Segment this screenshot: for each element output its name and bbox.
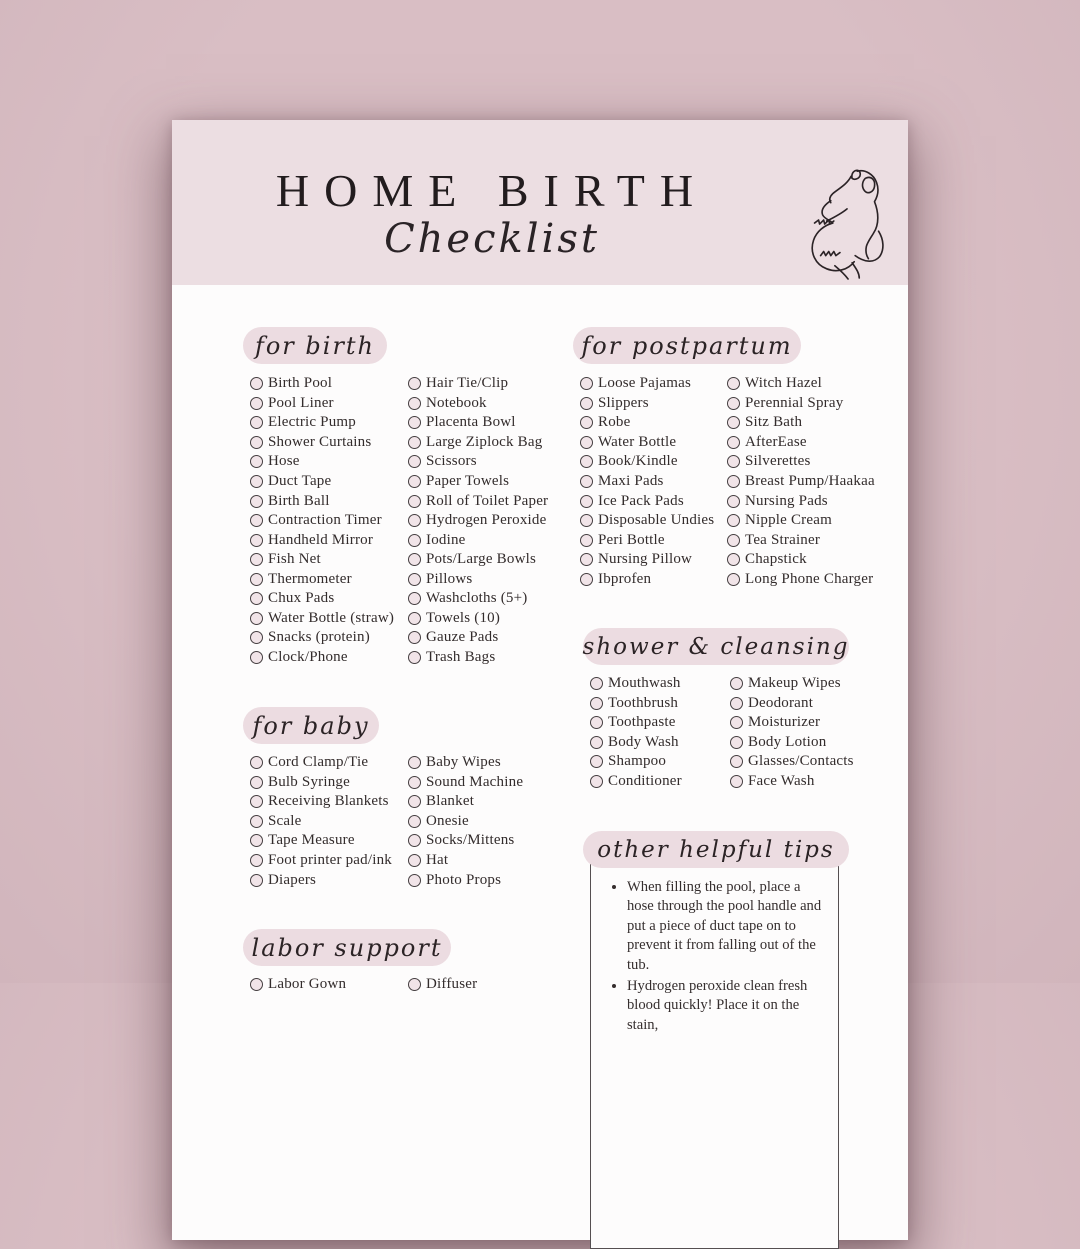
checklist-item-label: Hydrogen Peroxide bbox=[426, 512, 547, 529]
checkbox-circle-icon[interactable] bbox=[408, 377, 421, 390]
checklist-item-label: Silverettes bbox=[745, 453, 811, 470]
checkbox-circle-icon[interactable] bbox=[250, 834, 263, 847]
checklist-item bbox=[408, 433, 548, 453]
checklist-item bbox=[250, 773, 392, 793]
checklist-item-label: Large Ziplock Bag bbox=[426, 433, 543, 450]
checklist-item-label: Paper Towels bbox=[426, 473, 510, 489]
checklist-item-label: Hair Tie/Clip bbox=[426, 375, 509, 392]
checkbox-circle-icon[interactable] bbox=[590, 736, 603, 749]
checklist-item bbox=[408, 452, 548, 472]
checklist-item bbox=[408, 413, 548, 433]
checklist-column bbox=[250, 374, 394, 667]
checkbox-circle-icon[interactable] bbox=[408, 651, 421, 664]
checklist-item-label: Thermometer bbox=[268, 570, 352, 587]
checklist-item-label: Book/Kindle bbox=[598, 453, 678, 470]
checkbox-circle-icon[interactable] bbox=[727, 436, 740, 449]
checkbox-circle-icon[interactable] bbox=[250, 397, 263, 410]
checklist-item-label: Duct Tape bbox=[268, 473, 332, 489]
checklist-item bbox=[408, 394, 548, 414]
checkbox-circle-icon[interactable] bbox=[408, 573, 421, 586]
checklist-item bbox=[250, 589, 394, 609]
checklist-item bbox=[408, 628, 548, 648]
page-subtitle: Checklist bbox=[384, 216, 600, 262]
checklist-item bbox=[408, 374, 548, 394]
checklist-item-label: Birth Ball bbox=[268, 492, 330, 509]
checklist-item bbox=[730, 733, 854, 753]
tips-list bbox=[603, 878, 830, 1035]
section-label-labor-support: labor support bbox=[243, 929, 451, 966]
checkbox-circle-icon[interactable] bbox=[727, 573, 740, 586]
checklist-item-label: Roll of Toilet Paper bbox=[426, 492, 549, 509]
checklist-item bbox=[580, 530, 714, 550]
checklist-item bbox=[730, 694, 854, 714]
checklist-item-label: Robe bbox=[598, 414, 631, 431]
checkbox-circle-icon[interactable] bbox=[408, 495, 421, 508]
checkbox-circle-icon[interactable] bbox=[250, 815, 263, 828]
checklist-item bbox=[590, 694, 682, 714]
checklist-item bbox=[727, 433, 875, 453]
checkbox-circle-icon[interactable] bbox=[250, 978, 263, 991]
checklist-item bbox=[408, 472, 548, 492]
checklist-item-label: Makeup Wipes bbox=[748, 675, 841, 692]
section-label-for-birth: for birth bbox=[243, 327, 387, 364]
checklist-item bbox=[408, 851, 523, 871]
checklist-item-label: Gauze Pads bbox=[426, 629, 499, 646]
checkbox-circle-icon[interactable] bbox=[250, 377, 263, 390]
checklist-item bbox=[408, 569, 548, 589]
checklist-item-label: Perennial Spray bbox=[745, 394, 844, 411]
checklist-item-label: Slippers bbox=[598, 394, 649, 411]
checklist-item-label: Pots/Large Bowls bbox=[426, 551, 537, 568]
checklist-item bbox=[250, 831, 392, 851]
checkbox-circle-icon[interactable] bbox=[250, 612, 263, 625]
checklist-item-label: Ibprofen bbox=[598, 570, 652, 587]
checklist-item-label: Nursing Pads bbox=[745, 492, 828, 509]
checklist-item bbox=[250, 413, 394, 433]
checkbox-circle-icon[interactable] bbox=[727, 475, 740, 488]
checklist-item-label: Diapers bbox=[268, 871, 317, 888]
checklist-item bbox=[727, 472, 875, 492]
checklist-item-label: Shower Curtains bbox=[268, 433, 372, 450]
checkbox-circle-icon[interactable] bbox=[730, 775, 743, 788]
checkbox-circle-icon[interactable] bbox=[590, 755, 603, 768]
checkbox-circle-icon[interactable] bbox=[408, 795, 421, 808]
checklist-item-label: Witch Hazel bbox=[745, 375, 822, 392]
checklist-item-label: Contraction Timer bbox=[268, 512, 382, 529]
checklist-column bbox=[250, 975, 346, 995]
checkbox-circle-icon[interactable] bbox=[250, 534, 263, 547]
checkbox-circle-icon[interactable] bbox=[590, 775, 603, 788]
checklist-item-label: Shampoo bbox=[608, 753, 667, 770]
checklist-item bbox=[250, 433, 394, 453]
checklist-item bbox=[727, 530, 875, 550]
checkbox-circle-icon[interactable] bbox=[408, 612, 421, 625]
checkbox-circle-icon[interactable] bbox=[727, 416, 740, 429]
checklist-item-label: Body Wash bbox=[608, 733, 679, 750]
checklist-item bbox=[408, 975, 477, 995]
checkbox-circle-icon[interactable] bbox=[408, 631, 421, 644]
checklist-item-label: Hose bbox=[268, 453, 300, 470]
checklist-column bbox=[408, 374, 548, 667]
checklist-item bbox=[250, 628, 394, 648]
checklist-item bbox=[408, 511, 548, 531]
checkbox-circle-icon[interactable] bbox=[580, 455, 593, 468]
checklist-item-label: Chux Pads bbox=[268, 590, 335, 607]
checklist-item-label: Ice Pack Pads bbox=[598, 492, 684, 509]
checklist-item bbox=[250, 374, 394, 394]
checklist-item bbox=[580, 491, 714, 511]
checkbox-circle-icon[interactable] bbox=[590, 716, 603, 729]
checklist-item-label: Tape Measure bbox=[268, 832, 355, 849]
checkbox-circle-icon[interactable] bbox=[250, 795, 263, 808]
checklist-item bbox=[408, 589, 548, 609]
checklist-item-label: Labor Gown bbox=[268, 976, 347, 993]
checklist-item bbox=[727, 511, 875, 531]
checkbox-circle-icon[interactable] bbox=[250, 854, 263, 867]
checklist-item-label: Deodorant bbox=[748, 694, 814, 711]
checklist-column bbox=[727, 374, 875, 589]
checkbox-circle-icon[interactable] bbox=[408, 874, 421, 887]
section-label-for-baby: for baby bbox=[243, 707, 379, 744]
checklist-item bbox=[580, 374, 714, 394]
checkbox-circle-icon[interactable] bbox=[580, 397, 593, 410]
checklist-item-label: Foot printer pad/ink bbox=[268, 852, 392, 868]
checkbox-circle-icon[interactable] bbox=[590, 677, 603, 690]
checklist-item-label: Sitz Bath bbox=[745, 414, 803, 431]
checklist-item-label: Bulb Syringe bbox=[268, 773, 350, 790]
checklist-item bbox=[250, 975, 346, 995]
checklist-item bbox=[250, 753, 392, 773]
checklist-item bbox=[727, 491, 875, 511]
checklist-item-label: Notebook bbox=[426, 394, 487, 411]
page-title: HOME BIRTH bbox=[275, 165, 709, 216]
checkbox-circle-icon[interactable] bbox=[250, 573, 263, 586]
checklist-column bbox=[590, 674, 682, 791]
checkbox-circle-icon[interactable] bbox=[727, 455, 740, 468]
checklist-item bbox=[250, 792, 392, 812]
pregnant-woman-line-art-icon bbox=[788, 158, 900, 280]
checklist-item bbox=[250, 394, 394, 414]
checklist-column bbox=[580, 374, 714, 589]
checkbox-circle-icon[interactable] bbox=[727, 553, 740, 566]
checklist-item bbox=[250, 569, 394, 589]
checklist-item bbox=[590, 674, 682, 694]
checklist-item bbox=[250, 491, 394, 511]
checklist-item-label: Water Bottle (straw) bbox=[268, 609, 395, 626]
section-label-other-helpful-tips: other helpful tips bbox=[583, 831, 849, 868]
checklist-item bbox=[730, 772, 854, 792]
checklist-item-label: Electric Pump bbox=[268, 414, 356, 431]
checklist-item-label: Conditioner bbox=[608, 773, 682, 789]
checkbox-circle-icon[interactable] bbox=[580, 436, 593, 449]
checkbox-circle-icon[interactable] bbox=[727, 397, 740, 410]
checkbox-circle-icon[interactable] bbox=[580, 553, 593, 566]
tip-item: • Hydrogen peroxide clean fresh blood quickly! Place it on the stain, bbox=[627, 977, 829, 1035]
checklist-item-label: Washcloths (5+) bbox=[426, 590, 528, 607]
checkbox-circle-icon[interactable] bbox=[580, 514, 593, 527]
checklist-item bbox=[590, 772, 682, 792]
checklist-item-label: Pillows bbox=[426, 570, 473, 587]
checklist-item bbox=[408, 609, 548, 629]
checklist-item bbox=[250, 472, 394, 492]
section-label-shower-cleansing: shower & cleansing bbox=[583, 628, 849, 665]
checkbox-circle-icon[interactable] bbox=[408, 416, 421, 429]
checkbox-circle-icon[interactable] bbox=[250, 514, 263, 527]
checklist-item-label: Glasses/Contacts bbox=[748, 753, 854, 770]
checklist-item bbox=[580, 433, 714, 453]
checkbox-circle-icon[interactable] bbox=[250, 651, 263, 664]
checklist-item bbox=[408, 773, 523, 793]
checkbox-circle-icon[interactable] bbox=[730, 677, 743, 690]
checklist-item-label: Scissors bbox=[426, 453, 477, 470]
checkbox-circle-icon[interactable] bbox=[580, 475, 593, 488]
checkbox-circle-icon[interactable] bbox=[408, 834, 421, 847]
checklist-item-label: Fish Net bbox=[268, 551, 321, 568]
checkbox-circle-icon[interactable] bbox=[250, 776, 263, 789]
checklist-item bbox=[250, 609, 394, 629]
checklist-item bbox=[580, 550, 714, 570]
checklist-item bbox=[580, 511, 714, 531]
checklist-item bbox=[730, 752, 854, 772]
checklist-item-label: Blanket bbox=[426, 793, 475, 810]
checklist-item bbox=[590, 752, 682, 772]
checklist-item-label: Hat bbox=[426, 852, 449, 868]
checklist-item bbox=[590, 713, 682, 733]
checklist-item bbox=[727, 374, 875, 394]
checklist-item bbox=[408, 753, 523, 773]
checklist-item bbox=[727, 394, 875, 414]
checklist-item-label: Trash Bags bbox=[426, 648, 496, 665]
checkbox-circle-icon[interactable] bbox=[250, 436, 263, 449]
checklist-item bbox=[727, 569, 875, 589]
checklist-item bbox=[250, 851, 392, 871]
checkbox-circle-icon[interactable] bbox=[730, 736, 743, 749]
checklist-item-label: Receiving Blankets bbox=[268, 793, 389, 810]
checklist-item-label: Maxi Pads bbox=[598, 473, 664, 489]
checklist-item bbox=[250, 812, 392, 832]
checklist-item-label: Nursing Pillow bbox=[598, 551, 693, 568]
checkbox-circle-icon[interactable] bbox=[727, 534, 740, 547]
checkbox-circle-icon[interactable] bbox=[250, 495, 263, 508]
checkbox-circle-icon[interactable] bbox=[250, 592, 263, 605]
checklist-item-label: Tea Strainer bbox=[745, 531, 821, 548]
checklist-item-label: Breast Pump/Haakaa bbox=[745, 473, 875, 489]
checkbox-circle-icon[interactable] bbox=[730, 716, 743, 729]
checkbox-circle-icon[interactable] bbox=[250, 416, 263, 429]
checkbox-circle-icon[interactable] bbox=[250, 475, 263, 488]
checklist-item bbox=[727, 413, 875, 433]
checklist-item-label: Chapstick bbox=[745, 551, 807, 568]
checklist-item bbox=[580, 569, 714, 589]
checkbox-circle-icon[interactable] bbox=[250, 874, 263, 887]
checkbox-circle-icon[interactable] bbox=[590, 697, 603, 710]
checkbox-circle-icon[interactable] bbox=[408, 815, 421, 828]
checkbox-circle-icon[interactable] bbox=[408, 514, 421, 527]
checklist-item bbox=[580, 452, 714, 472]
checklist-item bbox=[730, 674, 854, 694]
checkbox-circle-icon[interactable] bbox=[580, 534, 593, 547]
checkbox-circle-icon[interactable] bbox=[408, 756, 421, 769]
checklist-item-label: Moisturizer bbox=[748, 714, 821, 731]
checklist-column bbox=[408, 753, 523, 890]
checklist-item bbox=[250, 648, 394, 668]
checklist-item-label: Mouthwash bbox=[608, 675, 681, 692]
checklist-item bbox=[590, 733, 682, 753]
checklist-item-label: Diffuser bbox=[426, 976, 478, 993]
checklist-item-label: Placenta Bowl bbox=[426, 414, 516, 431]
checklist-item-label: Towels (10) bbox=[426, 609, 501, 626]
header-band bbox=[172, 120, 908, 285]
checklist-item-label: Socks/Mittens bbox=[426, 832, 515, 849]
checkbox-circle-icon[interactable] bbox=[408, 776, 421, 789]
checklist-item-label: Body Lotion bbox=[748, 733, 827, 750]
checkbox-circle-icon[interactable] bbox=[250, 553, 263, 566]
checklist-item bbox=[727, 550, 875, 570]
checkbox-circle-icon[interactable] bbox=[408, 397, 421, 410]
checklist-item bbox=[580, 394, 714, 414]
checklist-item bbox=[580, 472, 714, 492]
checklist-page bbox=[172, 120, 908, 1240]
checkbox-circle-icon[interactable] bbox=[580, 573, 593, 586]
checkbox-circle-icon[interactable] bbox=[408, 436, 421, 449]
checklist-item bbox=[408, 648, 548, 668]
checklist-column bbox=[408, 975, 477, 995]
checklist-item bbox=[250, 452, 394, 472]
checkbox-circle-icon[interactable] bbox=[408, 592, 421, 605]
checkbox-circle-icon[interactable] bbox=[730, 697, 743, 710]
checklist-item-label: Nipple Cream bbox=[745, 512, 832, 529]
checklist-item bbox=[408, 812, 523, 832]
checklist-item bbox=[408, 870, 523, 890]
checkbox-circle-icon[interactable] bbox=[727, 377, 740, 390]
checkbox-circle-icon[interactable] bbox=[250, 756, 263, 769]
checkbox-circle-icon[interactable] bbox=[408, 553, 421, 566]
tip-item: • When filling the pool, place a hose through the pool handle and put a piece of duct tape on to prevent it from falling out of the tub. bbox=[627, 878, 829, 975]
checklist-column bbox=[730, 674, 854, 791]
checklist-item bbox=[408, 792, 523, 812]
checkbox-circle-icon[interactable] bbox=[408, 475, 421, 488]
checklist-item-label: Long Phone Charger bbox=[745, 570, 874, 587]
checkbox-circle-icon[interactable] bbox=[408, 455, 421, 468]
checklist-item-label: Peri Bottle bbox=[598, 531, 665, 548]
checklist-column bbox=[250, 753, 392, 890]
checkbox-circle-icon[interactable] bbox=[580, 416, 593, 429]
checklist-item-label: Photo Props bbox=[426, 871, 502, 888]
checklist-item-label: Sound Machine bbox=[426, 773, 524, 790]
checklist-item-label: Water Bottle bbox=[598, 433, 677, 450]
checklist-item bbox=[250, 870, 392, 890]
checklist-item-label: Baby Wipes bbox=[426, 754, 501, 771]
checklist-item-label: Scale bbox=[268, 812, 302, 829]
checkbox-circle-icon[interactable] bbox=[580, 495, 593, 508]
checklist-item bbox=[408, 831, 523, 851]
checklist-item-label: Clock/Phone bbox=[268, 648, 348, 665]
tips-box bbox=[590, 849, 839, 1249]
checkbox-circle-icon[interactable] bbox=[408, 978, 421, 991]
checkbox-circle-icon[interactable] bbox=[727, 495, 740, 508]
checklist-item-label: Snacks (protein) bbox=[268, 629, 370, 646]
checkbox-circle-icon[interactable] bbox=[580, 377, 593, 390]
checklist-item-label: Face Wash bbox=[748, 773, 815, 789]
checkbox-circle-icon[interactable] bbox=[408, 854, 421, 867]
checkbox-circle-icon[interactable] bbox=[727, 514, 740, 527]
checklist-item-label: Iodine bbox=[426, 531, 466, 548]
checklist-item-label: Disposable Undies bbox=[598, 512, 715, 529]
checklist-item bbox=[730, 713, 854, 733]
checkbox-circle-icon[interactable] bbox=[408, 534, 421, 547]
checklist-item-label: AfterEase bbox=[745, 433, 807, 450]
checklist-item bbox=[408, 530, 548, 550]
checklist-item bbox=[408, 550, 548, 570]
checklist-item-label: Toothpaste bbox=[608, 714, 676, 731]
checklist-item bbox=[727, 452, 875, 472]
checklist-item-label: Birth Pool bbox=[268, 375, 333, 392]
checklist-item-label: Loose Pajamas bbox=[598, 375, 691, 392]
checklist-item bbox=[250, 511, 394, 531]
checklist-item bbox=[580, 413, 714, 433]
checklist-item-label: Handheld Mirror bbox=[268, 531, 374, 548]
section-label-for-postpartum: for postpartum bbox=[573, 327, 801, 364]
checklist-item-label: Cord Clamp/Tie bbox=[268, 754, 369, 771]
checklist-item bbox=[408, 491, 548, 511]
checklist-item bbox=[250, 530, 394, 550]
checkbox-circle-icon[interactable] bbox=[250, 631, 263, 644]
checklist-item-label: Toothbrush bbox=[608, 694, 679, 711]
checkbox-circle-icon[interactable] bbox=[250, 455, 263, 468]
checkbox-circle-icon[interactable] bbox=[730, 755, 743, 768]
checklist-item-label: Pool Liner bbox=[268, 394, 334, 411]
checklist-item bbox=[250, 550, 394, 570]
checklist-item-label: Onesie bbox=[426, 812, 469, 829]
